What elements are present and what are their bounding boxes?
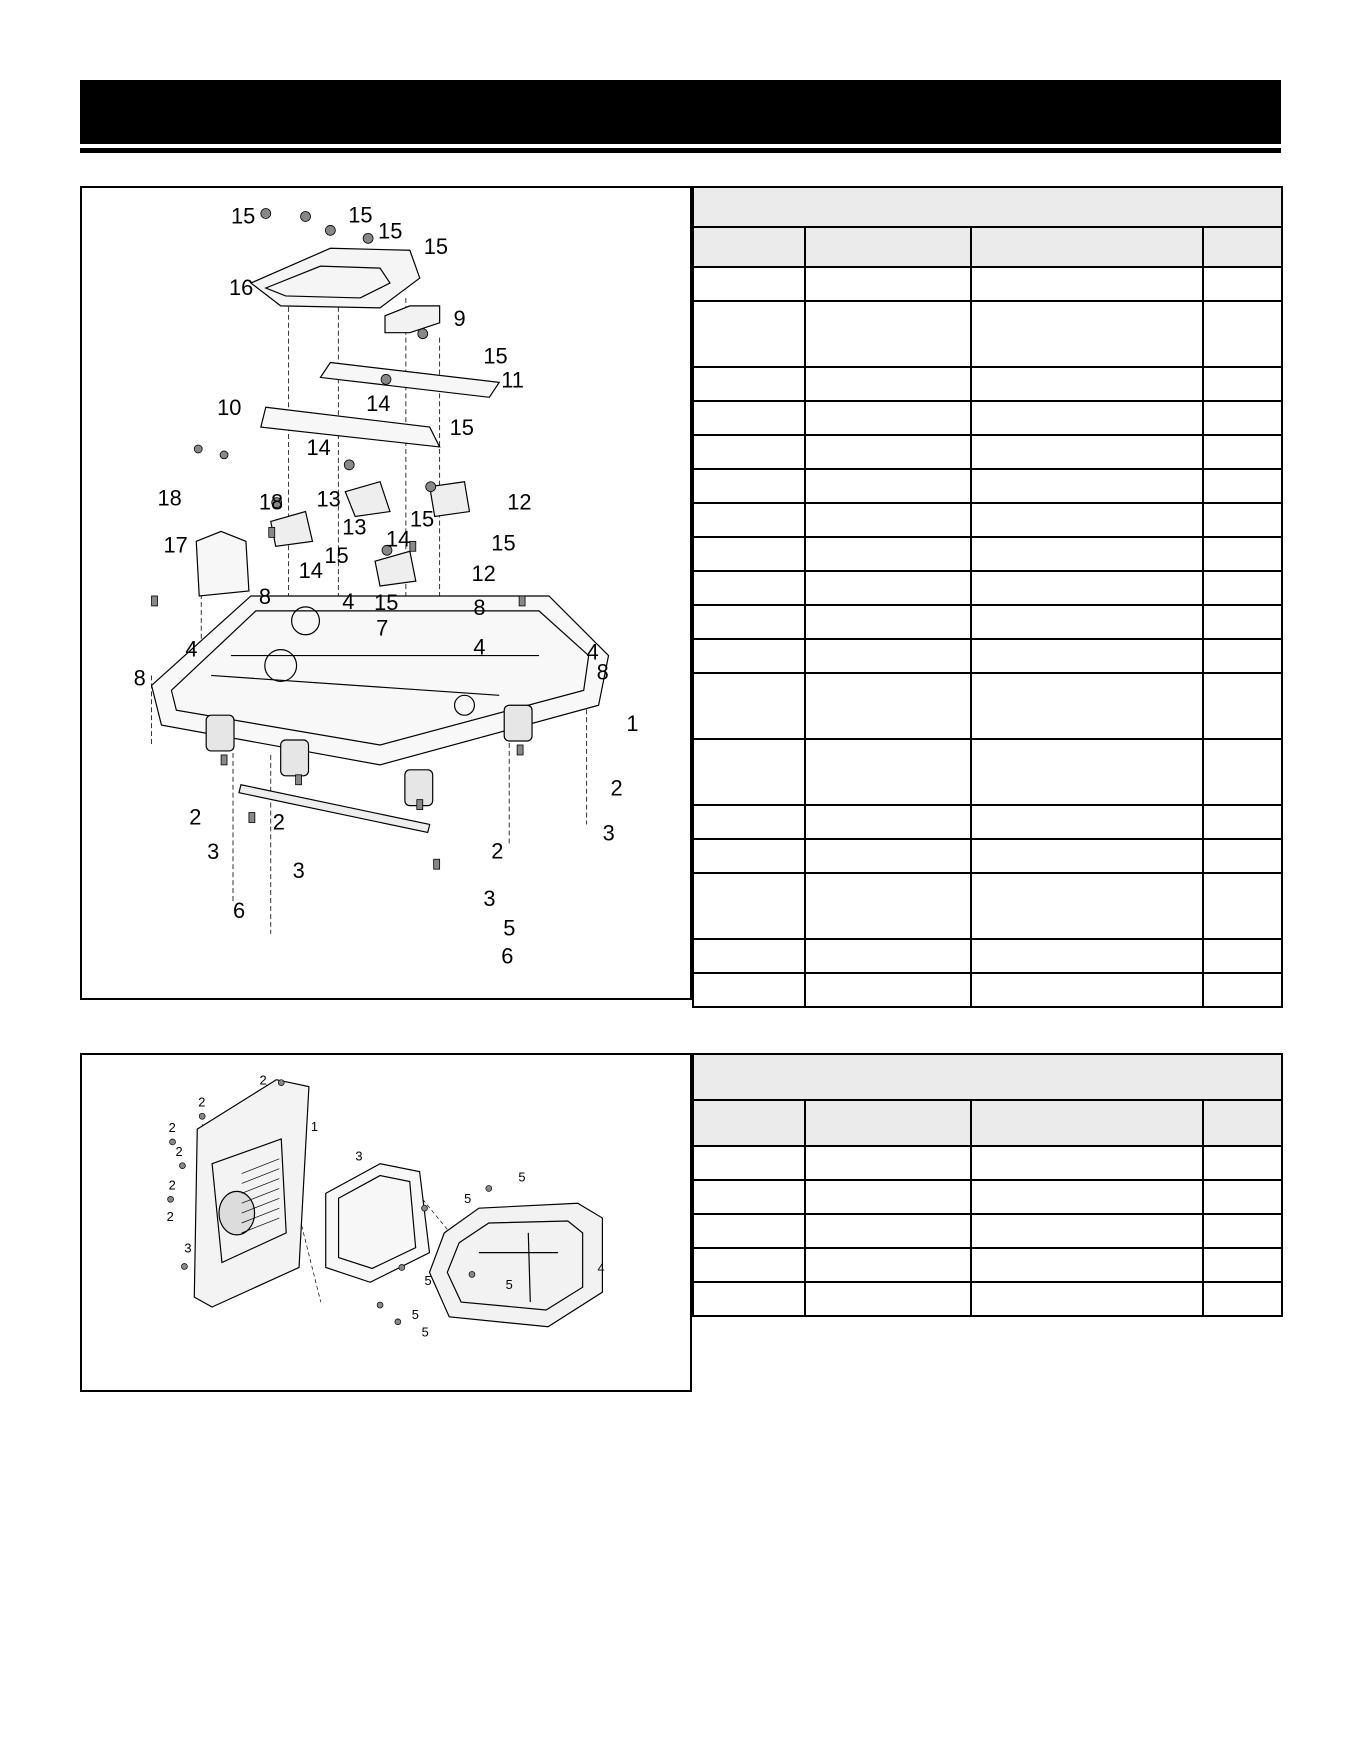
callout-label: 13 — [342, 514, 367, 540]
table-header-row — [693, 1100, 1282, 1146]
table-row — [693, 639, 1282, 673]
callout-label: 4 — [342, 588, 355, 614]
callout-label: 12 — [507, 489, 532, 515]
callout-label: 14 — [298, 558, 323, 584]
callout-label: 2 — [610, 775, 623, 801]
table-row — [693, 1248, 1282, 1282]
callout-label: 2 — [259, 1072, 267, 1088]
callout-label: 8 — [596, 659, 609, 685]
table-row — [693, 435, 1282, 469]
table-row — [693, 973, 1282, 1007]
callout-label: 15 — [378, 218, 403, 244]
callout-label: 4 — [597, 1260, 605, 1276]
callout-label: 3 — [207, 839, 220, 865]
callout-label: 15 — [423, 234, 449, 260]
column-header — [1203, 227, 1282, 267]
callout-label: 3 — [184, 1240, 192, 1256]
column-header — [805, 227, 971, 267]
callout-label: 14 — [306, 434, 331, 460]
callout-label: 6 — [501, 943, 514, 969]
table-title — [693, 1054, 1282, 1100]
enclosure-diagram-panel — [80, 1053, 692, 1392]
table-row — [693, 873, 1282, 939]
callout-label: 2 — [168, 1120, 176, 1136]
callout-label: 12 — [471, 561, 496, 587]
callout-label: 7 — [376, 615, 389, 641]
table-row — [693, 1180, 1282, 1214]
table-row — [693, 367, 1282, 401]
table-row — [693, 739, 1282, 805]
column-header — [1203, 1100, 1282, 1146]
column-header — [805, 1100, 971, 1146]
callout-label: 15 — [449, 415, 474, 441]
frame-diagram-panel — [80, 186, 692, 1000]
callout-label: 1 — [626, 711, 639, 737]
table-title — [693, 187, 1282, 227]
column-header — [971, 1100, 1203, 1146]
callout-label: 8 — [258, 583, 271, 609]
table-row — [693, 1146, 1282, 1180]
callout-label: 15 — [348, 202, 373, 228]
table-row — [693, 301, 1282, 367]
table-row — [693, 605, 1282, 639]
callout-label: 2 — [272, 809, 285, 835]
callout-label: 9 — [453, 305, 466, 331]
table-row — [693, 469, 1282, 503]
callout-label: 3 — [355, 1148, 363, 1164]
callout-label: 11 — [501, 367, 524, 393]
table-row — [693, 503, 1282, 537]
frame-parts-table — [692, 186, 1283, 1008]
callout-label: 6 — [233, 897, 246, 923]
header-rule — [80, 148, 1281, 153]
callout-label: 2 — [198, 1094, 206, 1110]
page-header-banner — [80, 80, 1281, 144]
callout-label: 8 — [473, 594, 486, 620]
callout-label: 15 — [483, 343, 508, 369]
table-row — [693, 401, 1282, 435]
callout-label: 5 — [464, 1191, 472, 1207]
callout-label: 4 — [586, 639, 599, 665]
callout-label: 1 — [310, 1119, 319, 1135]
table-row — [693, 267, 1282, 301]
column-header — [971, 227, 1203, 267]
callout-label: 4 — [473, 634, 486, 660]
callout-label: 2 — [168, 1177, 176, 1193]
callout-label: 5 — [503, 915, 516, 941]
table-row — [693, 1214, 1282, 1248]
callout-label: 18 — [258, 489, 284, 515]
callout-label: 8 — [133, 665, 146, 691]
callout-label: 5 — [505, 1277, 513, 1293]
callout-label: 15 — [491, 530, 516, 556]
table-row — [693, 1282, 1282, 1316]
table-header-row — [693, 227, 1282, 267]
enclosure-parts-table — [692, 1053, 1283, 1317]
table-row — [693, 537, 1282, 571]
callout-label: 2 — [166, 1209, 174, 1225]
table-row — [693, 673, 1282, 739]
callout-label: 5 — [421, 1324, 429, 1340]
callout-label: 18 — [157, 485, 182, 511]
column-header — [693, 1100, 805, 1146]
callout-label: 14 — [386, 526, 411, 552]
table-row — [693, 939, 1282, 973]
callout-label: 15 — [231, 203, 256, 229]
callout-label: 14 — [366, 391, 391, 417]
callout-label: 3 — [483, 885, 496, 911]
table-row — [693, 839, 1282, 873]
table-title-row — [693, 187, 1282, 227]
callout-label: 15 — [374, 589, 399, 615]
callout-label: 15 — [409, 506, 435, 532]
frame-exploded-view — [82, 188, 690, 998]
callout-label: 15 — [324, 543, 349, 569]
table-row — [693, 571, 1282, 605]
callout-label: 17 — [163, 532, 188, 558]
callout-label: 5 — [518, 1169, 526, 1185]
callout-label: 3 — [292, 858, 305, 884]
callout-label: 13 — [316, 486, 341, 512]
callout-label: 4 — [185, 636, 198, 662]
callout-label: 5 — [424, 1273, 432, 1289]
callout-label: 5 — [411, 1306, 419, 1322]
enclosure-exploded-view — [82, 1055, 690, 1390]
callout-label: 10 — [217, 395, 242, 421]
callout-label: 16 — [229, 274, 254, 300]
column-header — [693, 227, 805, 267]
table-row — [693, 805, 1282, 839]
callout-label: 3 — [602, 820, 615, 846]
callout-label: 2 — [189, 804, 202, 830]
table-title-row — [693, 1054, 1282, 1100]
callout-label: 2 — [175, 1143, 183, 1159]
callout-label: 2 — [491, 838, 504, 864]
